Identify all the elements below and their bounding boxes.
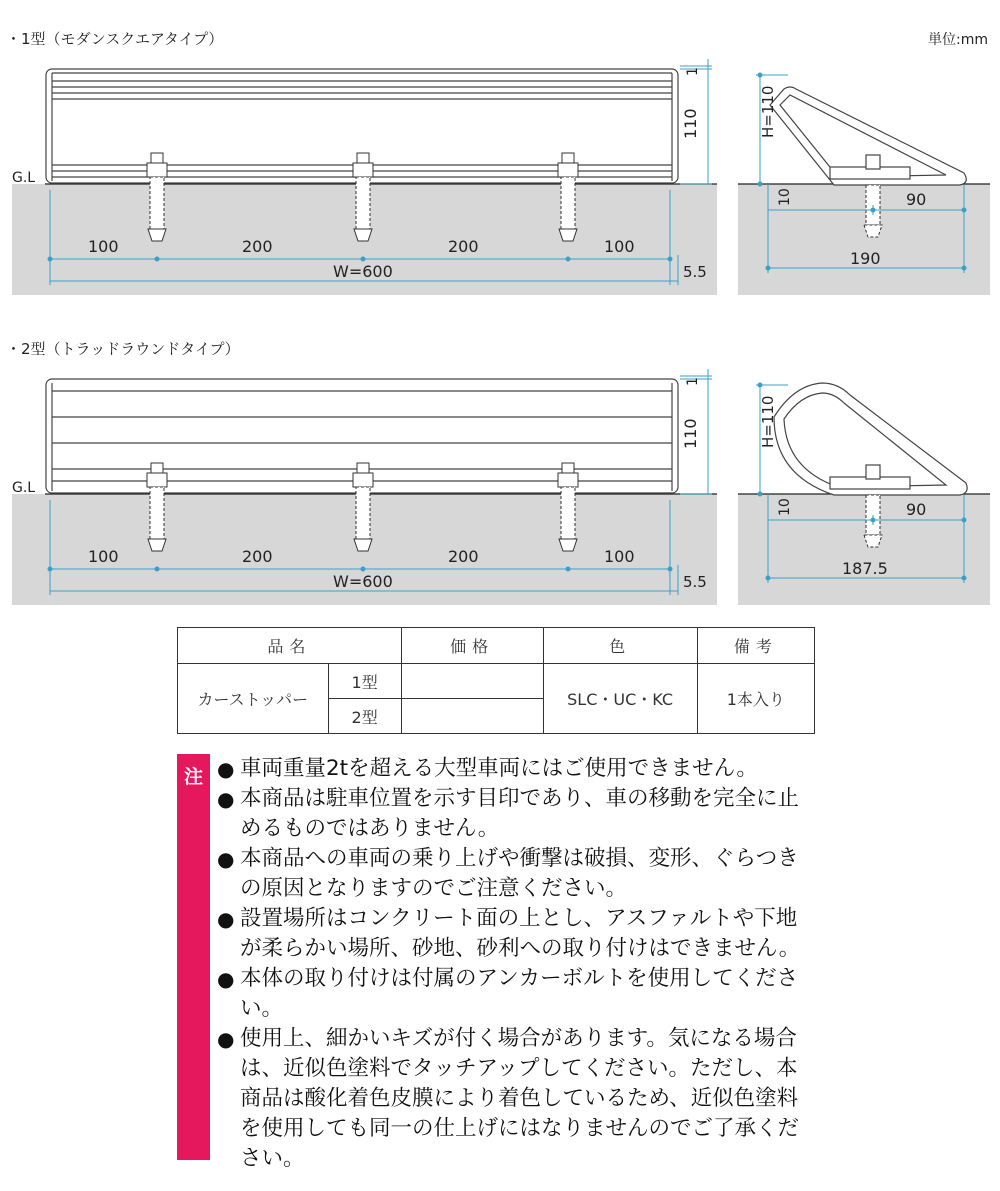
type2-title: ・2型（トラッドラウンドタイプ） bbox=[6, 340, 240, 358]
section-base: 10 bbox=[777, 498, 793, 516]
section-height: H=110 bbox=[759, 85, 777, 138]
note-item: ● 使用上、細かいキズが付く場合があります。気になる場合は、近似色塗料でタッチアップしてください。ただし、本商品は酸化着色皮膜により着色しているため、近似色塗料を使用しても同一の仕上げにはなりませんのでご了承ください。 bbox=[217, 1024, 817, 1174]
price-1 bbox=[401, 664, 543, 699]
note-item: ● 設置場所はコンクリート面の上とし、アスファルトや下地が柔らかい場所、砂地、砂利への取り付けはできません。 bbox=[217, 904, 817, 964]
anchor-bolt-1 bbox=[147, 153, 167, 241]
section-profile bbox=[774, 383, 967, 495]
anchor-bolt-2 bbox=[353, 463, 373, 551]
table-header-row bbox=[178, 628, 815, 664]
colors: SLC・UC・KC bbox=[543, 664, 697, 734]
dim-seg3: 200 bbox=[448, 237, 479, 256]
dim-seg4: 100 bbox=[604, 237, 635, 256]
spec-table bbox=[177, 627, 815, 734]
dim-seg3: 200 bbox=[448, 547, 479, 566]
gl-label: G.L bbox=[12, 480, 36, 496]
notes-list bbox=[217, 754, 817, 1174]
section-half: 90 bbox=[906, 500, 927, 519]
section-base: 10 bbox=[777, 188, 793, 206]
section-depth: 187.5 bbox=[842, 559, 888, 578]
note-item: ● 本体の取り付けは付属のアンカーボルトを使用してください。 bbox=[217, 964, 817, 1024]
dim-seg2: 200 bbox=[242, 547, 273, 566]
gl-label: G.L bbox=[12, 170, 36, 186]
dim-side-offset: 5.5 bbox=[683, 263, 707, 281]
variant-2: 2型 bbox=[328, 699, 401, 734]
header-product-name: 品名 bbox=[178, 628, 402, 664]
dim-height: 110 bbox=[681, 108, 700, 139]
dim-seg4: 100 bbox=[604, 547, 635, 566]
note-item: ● 本商品は駐車位置を示す目印であり、車の移動を完全に止めるものではありません。 bbox=[217, 784, 817, 844]
notes-label: 注 bbox=[183, 766, 203, 788]
notes-section bbox=[177, 754, 817, 1171]
dim-seg1: 100 bbox=[88, 237, 119, 256]
dim-seg2: 200 bbox=[242, 237, 273, 256]
variant-1: 1型 bbox=[328, 664, 401, 699]
type2-front-diagram bbox=[0, 365, 730, 610]
anchor-bolt-3 bbox=[558, 463, 578, 551]
note-item: ● 本商品への車両の乗り上げや衝撃は破損、変形、ぐらつきの原因となりますのでご注意ください。 bbox=[217, 844, 817, 904]
type1-front-diagram bbox=[0, 55, 730, 300]
notes-label-bar bbox=[177, 754, 210, 1160]
section-profile bbox=[770, 87, 966, 185]
dim-top: 1 bbox=[685, 67, 701, 76]
dim-width: W=600 bbox=[333, 262, 393, 281]
type1-title: ・1型（モダンスクエアタイプ） bbox=[6, 30, 224, 48]
price-2 bbox=[401, 699, 543, 734]
dim-width: W=600 bbox=[333, 572, 393, 591]
dim-top: 1 bbox=[685, 377, 701, 386]
product-name: カーストッパー bbox=[178, 664, 329, 734]
header-color: 色 bbox=[543, 628, 697, 664]
dim-height: 110 bbox=[681, 418, 700, 449]
section-height: H=110 bbox=[759, 395, 777, 448]
section-depth: 190 bbox=[850, 249, 881, 268]
anchor-bolt-1 bbox=[147, 463, 167, 551]
section-half: 90 bbox=[906, 190, 927, 209]
header-remarks: 備考 bbox=[697, 628, 814, 664]
dim-seg1: 100 bbox=[88, 547, 119, 566]
type2-section-diagram bbox=[738, 365, 990, 610]
type1-section-diagram bbox=[738, 55, 990, 300]
note-item: ● 車両重量2tを超える大型車両にはご使用できません。 bbox=[217, 754, 817, 784]
remarks: 1本入り bbox=[697, 664, 814, 734]
table-row bbox=[178, 664, 815, 699]
anchor-bolt-3 bbox=[558, 153, 578, 241]
dim-side-offset: 5.5 bbox=[683, 573, 707, 591]
anchor-bolt-2 bbox=[353, 153, 373, 241]
unit-label: 単位:mm bbox=[928, 32, 988, 48]
header-price: 価格 bbox=[401, 628, 543, 664]
